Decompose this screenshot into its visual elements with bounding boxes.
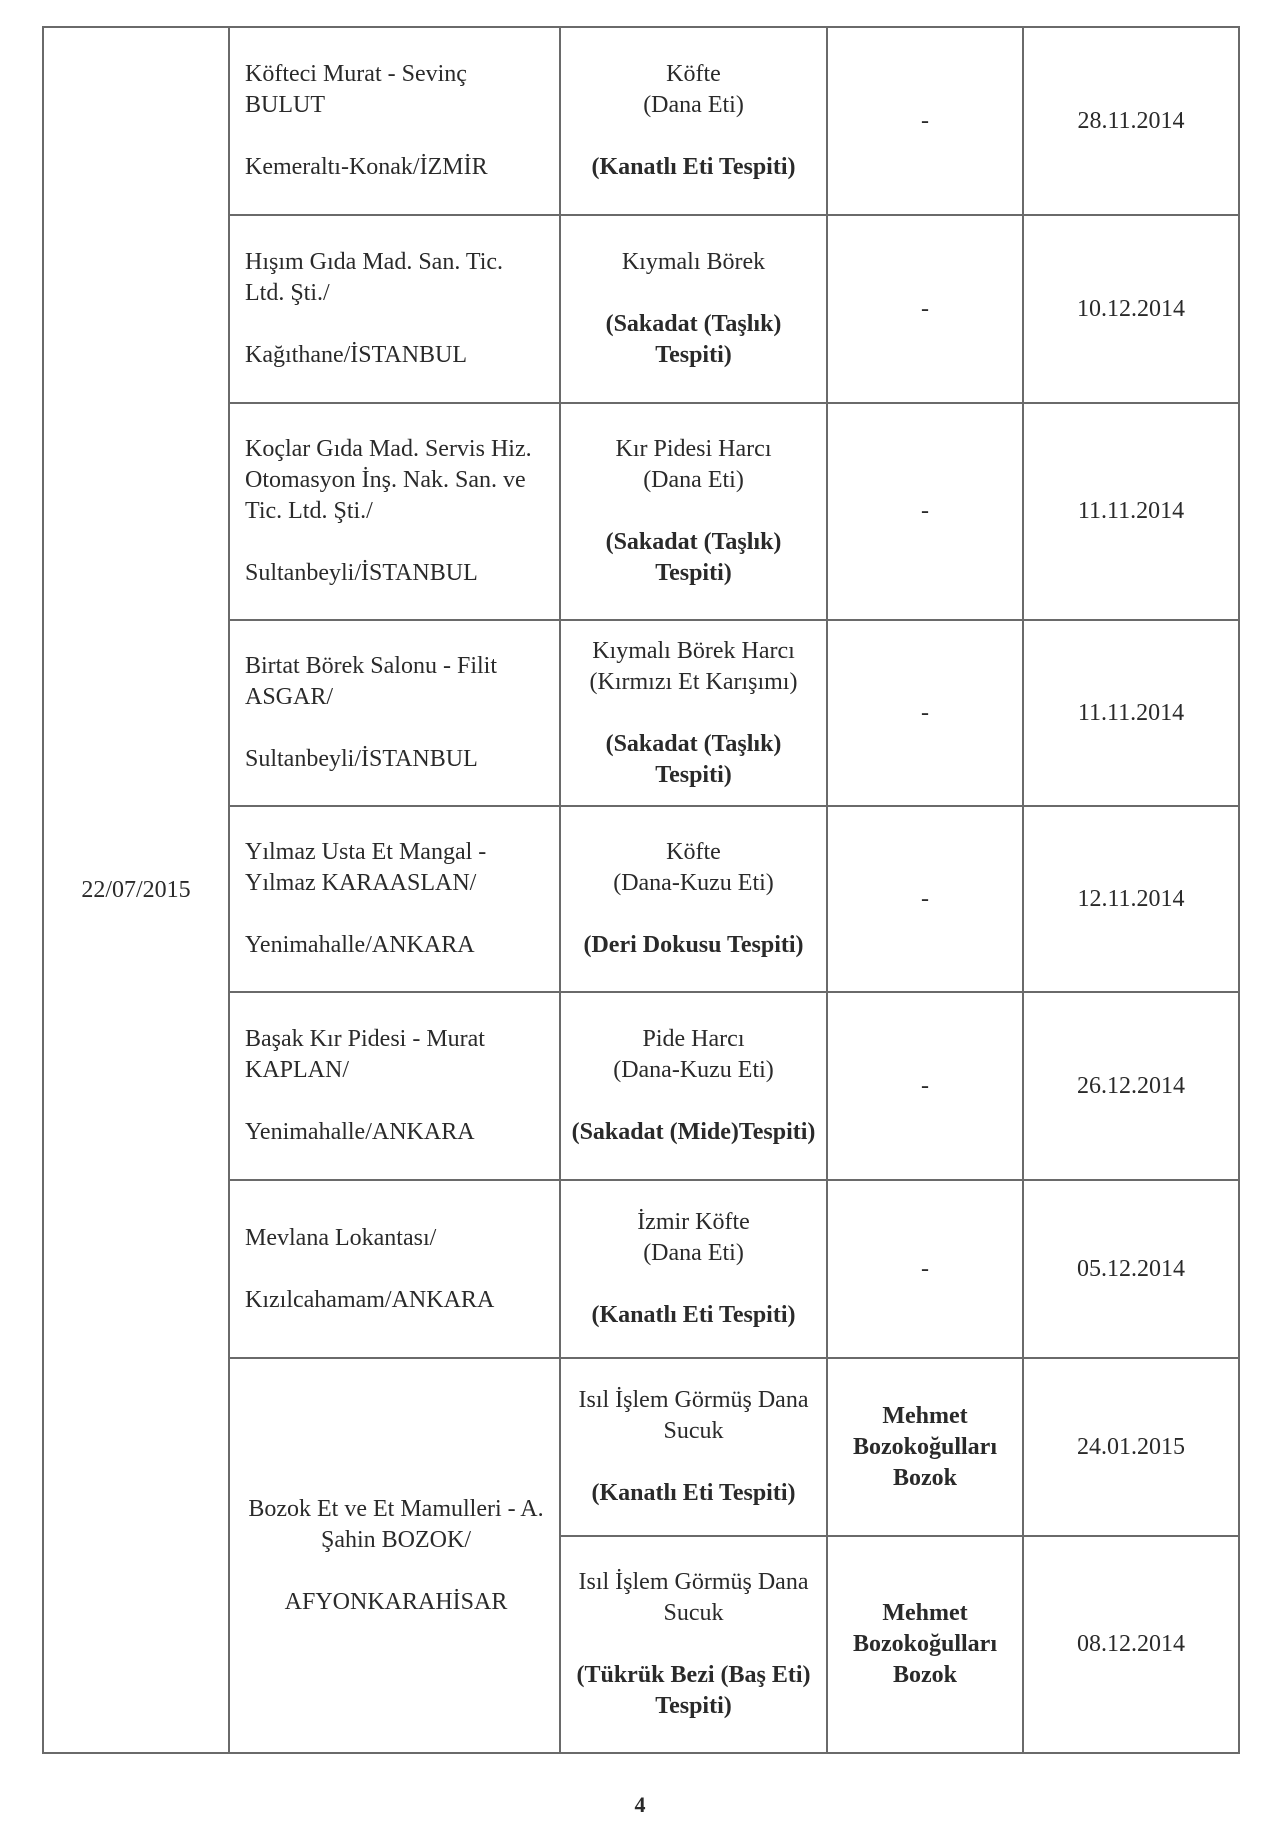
sample-date-cell: 05.12.2014	[1023, 1180, 1239, 1358]
table-body	[43, 27, 1239, 1753]
sample-date-cell: 26.12.2014	[1023, 992, 1239, 1180]
product-finding: (Sakadat (Taşlık) Tespiti)	[605, 311, 782, 368]
firm-cell	[229, 806, 560, 992]
firm-name: Hışım Gıda Mad. San. Tic. Ltd. Şti./	[245, 249, 504, 306]
responsible-cell: Mehmet Bozokoğulları Bozok	[827, 1358, 1023, 1536]
product-cell	[560, 27, 827, 215]
firm-name: Mevlana Lokantası/	[245, 1224, 437, 1251]
firm-name: Başak Kır Pidesi - Murat KAPLAN/	[245, 1026, 485, 1083]
firm-location: Kızılcahamam/ANKARA	[245, 1286, 495, 1313]
firm-name: Bozok Et ve Et Mamulleri - A. Şahin BOZOK/	[248, 1495, 544, 1553]
product-finding: (Tükrük Bezi (Baş Eti) Tespiti)	[576, 1662, 811, 1719]
firm-cell	[229, 403, 560, 620]
product-name: Isıl İşlem Görmüş Dana Sucuk	[578, 1569, 809, 1626]
product-finding: (Kanatlı Eti Tespiti)	[591, 1480, 796, 1506]
product-finding: (Kanatlı Eti Tespiti)	[591, 154, 796, 180]
firm-name: Koçlar Gıda Mad. Servis Hiz. Otomasyon İnş. Nak. San. ve Tic. Ltd. Şti./	[245, 436, 532, 524]
firm-name: Birtat Börek Salonu - Filit ASGAR/	[245, 653, 497, 710]
product-name: İzmir Köfte (Dana Eti)	[637, 1209, 750, 1266]
firm-cell	[229, 27, 560, 215]
responsible-cell: -	[827, 27, 1023, 215]
product-cell	[560, 992, 827, 1180]
firm-name: Yılmaz Usta Et Mangal - Yılmaz KARAASLAN/	[245, 839, 487, 896]
firm-cell	[229, 215, 560, 403]
product-finding: (Sakadat (Mide)Tespiti)	[571, 1119, 816, 1145]
product-finding: (Deri Dokusu Tespiti)	[583, 932, 804, 958]
firm-cell	[229, 1358, 560, 1753]
responsible-cell: -	[827, 992, 1023, 1180]
product-name: Isıl İşlem Görmüş Dana Sucuk	[578, 1387, 809, 1444]
firm-location: Yenimahalle/ANKARA	[245, 1119, 475, 1145]
firm-location: Yenimahalle/ANKARA	[245, 932, 475, 958]
sample-date-cell: 12.11.2014	[1023, 806, 1239, 992]
product-cell	[560, 620, 827, 806]
product-name: Pide Harcı (Dana-Kuzu Eti)	[613, 1026, 774, 1083]
sample-date-cell: 11.11.2014	[1023, 620, 1239, 806]
product-name: Köfte (Dana-Kuzu Eti)	[613, 839, 774, 896]
product-cell	[560, 1358, 827, 1536]
product-cell	[560, 403, 827, 620]
product-cell	[560, 806, 827, 992]
firm-location: Sultanbeyli/İSTANBUL	[245, 746, 478, 772]
sample-date-cell: 11.11.2014	[1023, 403, 1239, 620]
responsible-cell: -	[827, 403, 1023, 620]
responsible-cell: -	[827, 806, 1023, 992]
sample-date-cell: 28.11.2014	[1023, 27, 1239, 215]
firm-name: Köfteci Murat - Sevinç BULUT	[245, 61, 467, 118]
firm-cell	[229, 1180, 560, 1358]
sample-date-cell: 08.12.2014	[1023, 1536, 1239, 1753]
inspection-table	[42, 26, 1240, 1754]
product-name: Kıymalı Börek	[621, 249, 766, 275]
date-cell: 22/07/2015	[43, 27, 229, 1753]
product-finding: (Sakadat (Taşlık) Tespiti)	[605, 529, 782, 586]
responsible-cell: -	[827, 215, 1023, 403]
product-name: Kır Pidesi Harcı (Dana Eti)	[615, 436, 772, 493]
responsible-cell: -	[827, 620, 1023, 806]
firm-location: AFYONKARAHİSAR	[284, 1588, 508, 1615]
product-cell	[560, 1536, 827, 1753]
responsible-cell: -	[827, 1180, 1023, 1358]
table-row	[43, 27, 1239, 215]
firm-cell	[229, 620, 560, 806]
responsible-cell: Mehmet Bozokoğulları Bozok	[827, 1536, 1023, 1753]
page-number: 4	[634, 1792, 646, 1817]
product-name: Köfte (Dana Eti)	[643, 61, 744, 118]
product-name: Kıymalı Börek Harcı (Kırmızı Et Karışımı)	[589, 637, 798, 695]
product-cell	[560, 215, 827, 403]
product-cell	[560, 1180, 827, 1358]
sample-date-cell: 10.12.2014	[1023, 215, 1239, 403]
firm-location: Kemeraltı-Konak/İZMİR	[245, 154, 488, 180]
product-finding: (Kanatlı Eti Tespiti)	[591, 1302, 796, 1328]
firm-cell	[229, 992, 560, 1180]
firm-location: Kağıthane/İSTANBUL	[245, 342, 468, 368]
firm-location: Sultanbeyli/İSTANBUL	[245, 560, 478, 586]
sample-date-cell: 24.01.2015	[1023, 1358, 1239, 1536]
product-finding: (Sakadat (Taşlık) Tespiti)	[605, 730, 782, 788]
